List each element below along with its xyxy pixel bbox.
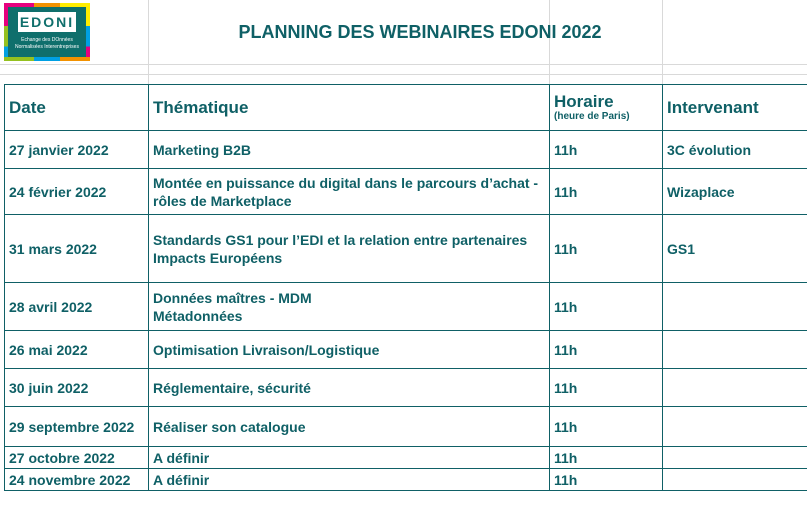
cell-theme[interactable] bbox=[149, 215, 550, 283]
cell-date[interactable]: 29 septembre 2022 bbox=[5, 407, 149, 447]
theme-line: Métadonnées bbox=[153, 307, 243, 324]
page-title: PLANNING DES WEBINAIRES EDONI 2022 bbox=[238, 22, 602, 42]
theme-line: Réaliser son catalogue bbox=[153, 418, 306, 435]
grid-line bbox=[0, 74, 807, 75]
theme-line: Montée en puissance du digital dans le parcours d’achat - rôles de Marketplace bbox=[153, 174, 539, 209]
cell-theme[interactable] bbox=[149, 469, 550, 491]
cell-date[interactable]: 30 juin 2022 bbox=[5, 369, 149, 407]
table-body bbox=[5, 131, 807, 491]
cell-speaker[interactable] bbox=[663, 331, 807, 369]
table-row bbox=[5, 447, 807, 469]
theme-line: A définir bbox=[153, 471, 210, 488]
table-row bbox=[5, 131, 807, 169]
cell-theme[interactable] bbox=[149, 283, 550, 331]
cell-hour[interactable]: 11h bbox=[550, 215, 663, 283]
cell-hour[interactable]: 11h bbox=[550, 447, 663, 469]
cell-theme[interactable] bbox=[149, 369, 550, 407]
table-row bbox=[5, 283, 807, 331]
cell-speaker[interactable] bbox=[663, 447, 807, 469]
header-hour-label: Horaire bbox=[554, 91, 614, 111]
cell-date[interactable]: 24 novembre 2022 bbox=[5, 469, 149, 491]
theme-line: A définir bbox=[153, 449, 210, 466]
cell-hour[interactable]: 11h bbox=[550, 369, 663, 407]
header-date[interactable]: Date bbox=[5, 85, 149, 131]
theme-line: Impacts Européens bbox=[153, 249, 283, 266]
cell-speaker[interactable]: Wizaplace bbox=[663, 169, 807, 215]
cell-hour[interactable]: 11h bbox=[550, 169, 663, 215]
cell-theme[interactable] bbox=[149, 407, 550, 447]
cell-hour[interactable]: 11h bbox=[550, 407, 663, 447]
cell-date[interactable]: 27 octobre 2022 bbox=[5, 447, 149, 469]
logo-wordmark: EDONI bbox=[19, 14, 75, 30]
cell-theme[interactable] bbox=[149, 447, 550, 469]
grid-line bbox=[148, 0, 149, 84]
cell-date[interactable]: 24 février 2022 bbox=[5, 169, 149, 215]
table-header-row bbox=[5, 85, 807, 131]
theme-line: Optimisation Livraison/Logistique bbox=[153, 341, 380, 358]
edoni-logo bbox=[4, 3, 90, 61]
header-hour[interactable] bbox=[550, 85, 663, 131]
table-row bbox=[5, 215, 807, 283]
logo-subtitle: Echange des DOnnées Normalisées Interentreprises bbox=[15, 37, 79, 50]
cell-hour[interactable]: 11h bbox=[550, 331, 663, 369]
header-speaker[interactable]: Intervenant bbox=[663, 85, 807, 131]
webinar-schedule-table bbox=[4, 84, 807, 491]
theme-line: Données maîtres - MDM bbox=[153, 289, 312, 306]
cell-hour[interactable]: 11h bbox=[550, 283, 663, 331]
cell-speaker[interactable] bbox=[663, 469, 807, 491]
cell-speaker[interactable] bbox=[663, 283, 807, 331]
header-hour-sub: (heure de Paris) bbox=[554, 110, 630, 122]
table-row bbox=[5, 169, 807, 215]
cell-theme[interactable] bbox=[149, 131, 550, 169]
cell-speaker[interactable] bbox=[663, 407, 807, 447]
header-theme[interactable]: Thématique bbox=[149, 85, 550, 131]
cell-theme[interactable] bbox=[149, 169, 550, 215]
table-row bbox=[5, 331, 807, 369]
table-row bbox=[5, 469, 807, 491]
cell-date[interactable]: 31 mars 2022 bbox=[5, 215, 149, 283]
theme-line: Standards GS1 pour l’EDI et la relation entre partenaires bbox=[153, 231, 528, 248]
grid-line bbox=[0, 64, 807, 65]
table-row bbox=[5, 407, 807, 447]
table-row bbox=[5, 369, 807, 407]
theme-line: Marketing B2B bbox=[153, 141, 252, 158]
cell-theme[interactable] bbox=[149, 331, 550, 369]
cell-speaker[interactable]: GS1 bbox=[663, 215, 807, 283]
cell-speaker[interactable]: 3C évolution bbox=[663, 131, 807, 169]
theme-line: Réglementaire, sécurité bbox=[153, 379, 311, 396]
cell-hour[interactable]: 11h bbox=[550, 469, 663, 491]
cell-date[interactable]: 28 avril 2022 bbox=[5, 283, 149, 331]
cell-hour[interactable]: 11h bbox=[550, 131, 663, 169]
cell-date[interactable]: 26 mai 2022 bbox=[5, 331, 149, 369]
cell-date[interactable]: 27 janvier 2022 bbox=[5, 131, 149, 169]
cell-speaker[interactable] bbox=[663, 369, 807, 407]
